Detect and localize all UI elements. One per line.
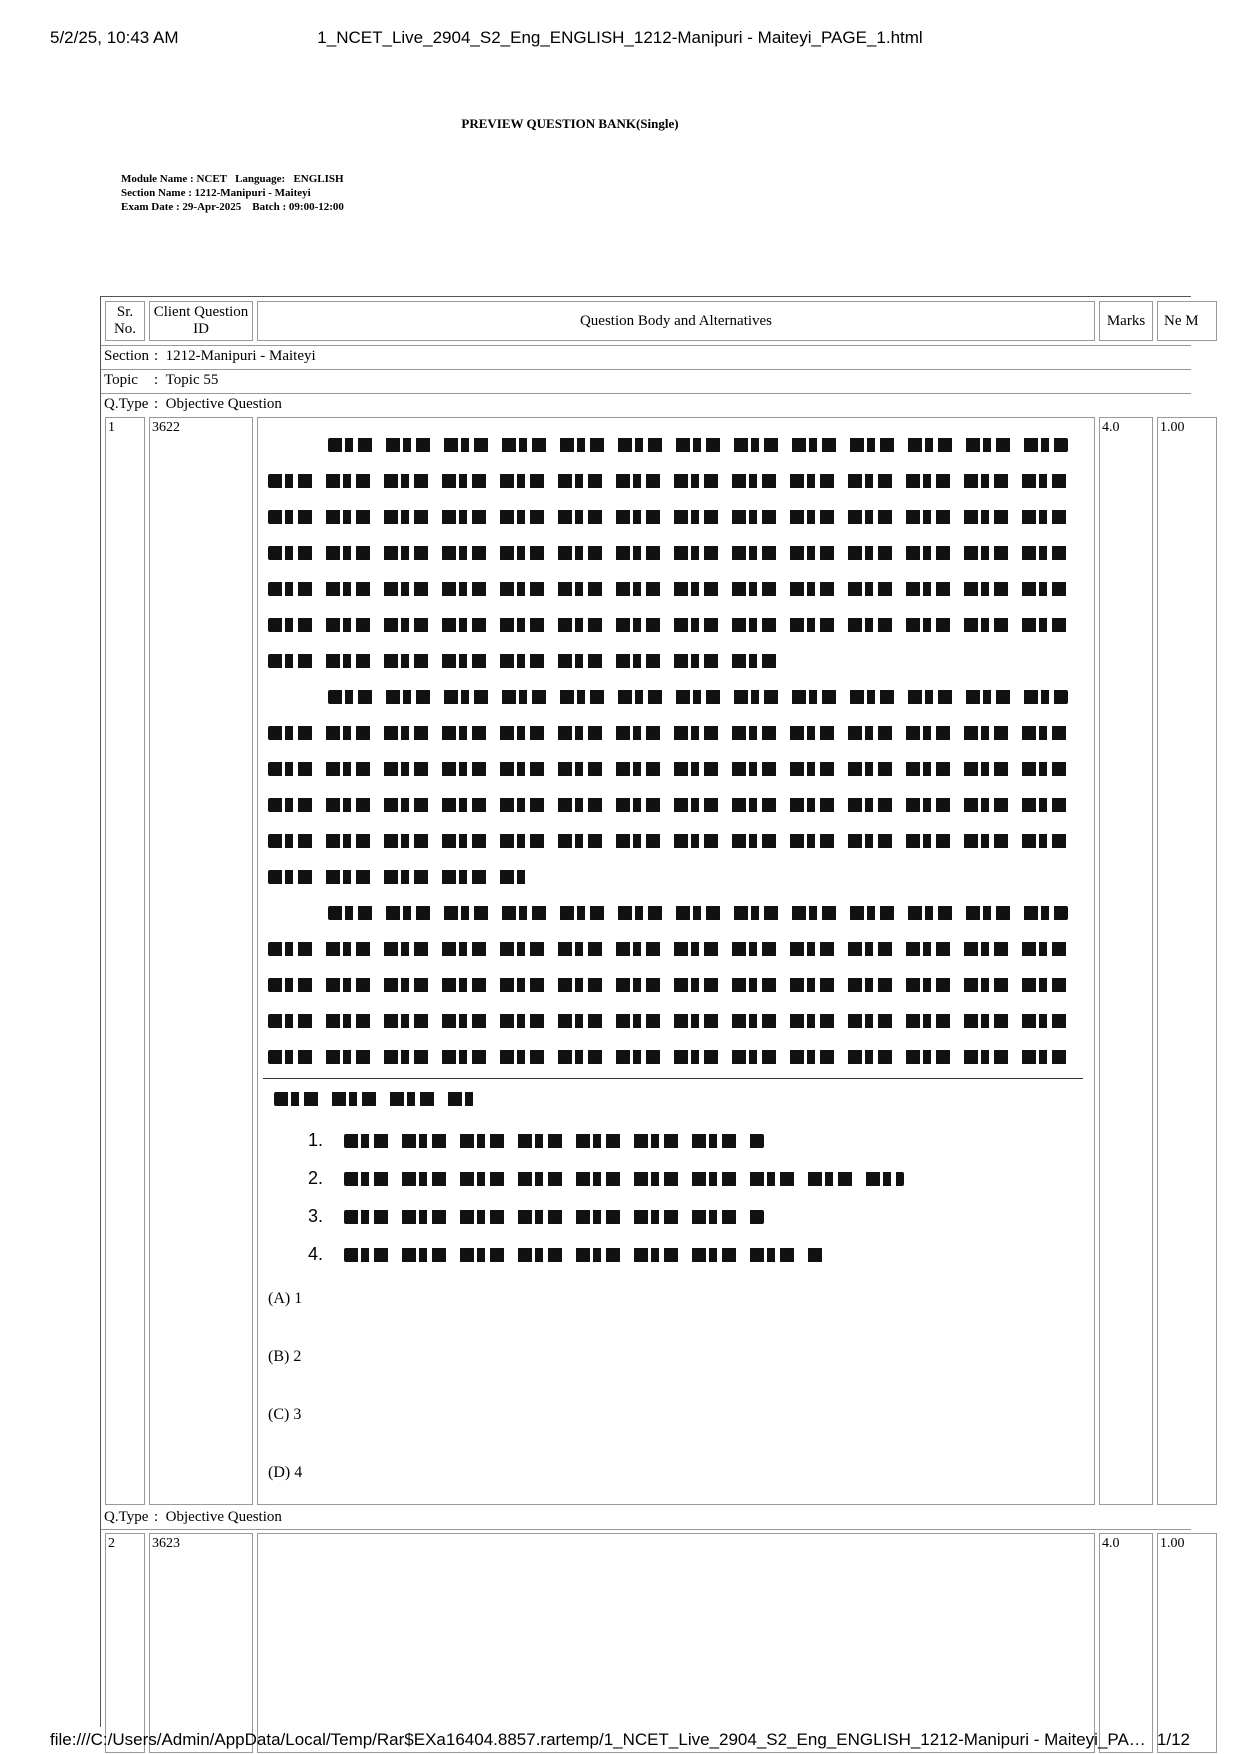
q2-negative-marks: 1.00 (1160, 1536, 1185, 1551)
header-marks: Marks (1099, 301, 1153, 341)
question-table (100, 296, 1199, 1727)
q2-client-id: 3623 (152, 1536, 180, 1551)
q1-client-id: 3622 (152, 420, 180, 435)
q1-body-cell (257, 417, 1095, 1505)
q2-client-id-cell (149, 1533, 253, 1753)
header-negative-marks: Ne M (1157, 301, 1217, 341)
header-question-body: Question Body and Alternatives (257, 301, 1095, 341)
header-client-question-id: Client Question ID (149, 301, 253, 341)
q2-sr-cell (105, 1533, 145, 1753)
topic-label: Topic (104, 372, 138, 388)
document-meta (121, 172, 344, 214)
q2-marks-cell (1099, 1533, 1153, 1753)
qtype-label: Q.Type (104, 1509, 149, 1525)
document-heading: PREVIEW QUESTION BANK(Single) (461, 116, 679, 131)
qtype-label: Q.Type (104, 396, 149, 412)
section-value: 1212-Manipuri - Maiteyi (165, 348, 316, 364)
q2-sr-number: 2 (108, 1536, 115, 1551)
header-sr-no: Sr. No. (105, 301, 145, 341)
option-d: (D) 4 (268, 1464, 303, 1481)
list-number-4: 4. (308, 1244, 324, 1264)
q1-client-id-cell (149, 417, 253, 1505)
q1-sr-number: 1 (108, 420, 115, 435)
q1-negative-marks: 1.00 (1160, 420, 1185, 435)
meta-module-language: Module Name : NCET Language: ENGLISH (121, 173, 344, 185)
row-divider (101, 1529, 1191, 1530)
option-c: (C) 3 (268, 1406, 302, 1423)
option-b: (B) 2 (268, 1348, 302, 1365)
q2-body-cell (257, 1533, 1095, 1753)
row-divider (101, 369, 1191, 370)
qtype-row: Q.Type : Objective Question (104, 396, 282, 412)
qtype-row-2: Q.Type : Objective Question (104, 1509, 282, 1525)
q2-negative-cell (1157, 1533, 1217, 1753)
q1-marks-cell (1099, 417, 1153, 1505)
qtype-value: Objective Question (165, 1509, 282, 1525)
topic-value: Topic 55 (165, 372, 219, 388)
section-row: Section : 1212-Manipuri - Maiteyi (104, 348, 316, 364)
print-file-path: file:///C:/Users/Admin/AppData/Local/Temp/Rar$EXa16404.8857.rartemp/1_NCET_Live_2904_S2_Eng_ENGLISH_1212-Manipuri - Maiteyi_PA… (50, 1730, 1146, 1749)
list-number-2: 2. (308, 1168, 324, 1188)
q1-marks: 4.0 (1102, 420, 1120, 435)
q1-negative-cell (1157, 417, 1217, 1505)
qtype-value: Objective Question (165, 396, 282, 412)
meta-exam-date-batch: Exam Date : 29-Apr-2025 Batch : 09:00-12:00 (121, 201, 344, 213)
print-page-number: 1/12 (1156, 1730, 1190, 1749)
print-datetime: 5/2/25, 10:43 AM (50, 28, 179, 47)
list-number-3: 3. (308, 1206, 324, 1226)
meta-section: Section Name : 1212-Manipuri - Maiteyi (121, 187, 311, 199)
print-title: 1_NCET_Live_2904_S2_Eng_ENGLISH_1212-Manipuri - Maiteyi_PAGE_1.html (317, 28, 923, 47)
option-a: (A) 1 (268, 1290, 303, 1307)
section-label: Section (104, 348, 149, 364)
q1-sr-cell (105, 417, 145, 1505)
row-divider (101, 393, 1191, 394)
list-number-1: 1. (308, 1130, 324, 1150)
topic-row: Topic : Topic 55 (104, 372, 219, 388)
q2-marks: 4.0 (1102, 1536, 1120, 1551)
row-divider (101, 345, 1191, 346)
